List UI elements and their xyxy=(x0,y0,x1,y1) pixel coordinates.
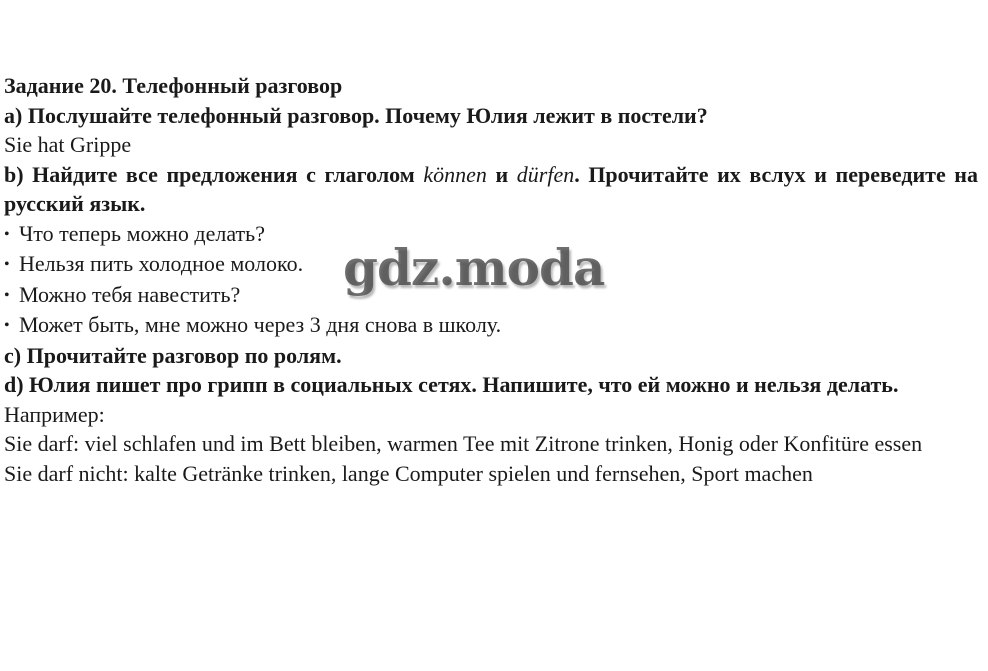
part-c-question: c) Прочитайте разговор по ролям. xyxy=(4,342,342,368)
verb-koennen: können xyxy=(423,161,487,187)
watermark-logo: gdz.moda xyxy=(343,238,605,297)
list-item xyxy=(4,280,978,311)
list-item-text: Что теперь можно делать? xyxy=(19,220,265,246)
verb-duerfen: dürfen xyxy=(516,161,575,187)
list-item xyxy=(4,219,978,250)
list-item-text: Можно тебя навестить? xyxy=(19,281,241,307)
bullet-icon: • xyxy=(4,286,10,304)
bullet-icon: • xyxy=(4,256,10,273)
task-content xyxy=(4,71,978,488)
part-b-question-end: . Прочитайте их вслух и переведите на русский язык. xyxy=(4,161,978,216)
list-item-text: Может быть, мне можно через 3 дня снова в школу. xyxy=(19,312,502,337)
part-d-question: d) Юлия пишет про грипп в социальных сетях. Напишите, что ей можно и нельзя делать. xyxy=(4,372,899,397)
part-d-allowed: Sie darf: viel schlafen und im Bett bleiben, warmen Tee mit Zitrone trinken, Honig oder Konfitüre essen xyxy=(4,431,923,456)
part-b-question-start: b) Найдите все предложения с глаголом xyxy=(4,161,424,187)
list-item xyxy=(4,310,978,341)
list-item-text: Нельзя пить холодное молоко. xyxy=(19,251,304,276)
task-title: Задание 20. Телефонный разговор xyxy=(4,73,343,98)
part-d-not-allowed: Sie darf nicht: kalte Getränke trinken, lange Computer spielen und fernsehen, Sport machen xyxy=(4,460,813,486)
bullet-icon: • xyxy=(4,317,10,334)
part-b-question xyxy=(4,160,978,219)
part-b-conj: и xyxy=(486,161,517,187)
part-d-example-label: Например: xyxy=(4,401,105,427)
part-a-answer: Sie hat Grippe xyxy=(4,132,132,157)
bullet-icon: • xyxy=(4,225,10,243)
list-item xyxy=(4,249,978,280)
part-a-question: a) Послушайте телефонный разговор. Почему Юлия лежит в постели? xyxy=(4,102,708,128)
